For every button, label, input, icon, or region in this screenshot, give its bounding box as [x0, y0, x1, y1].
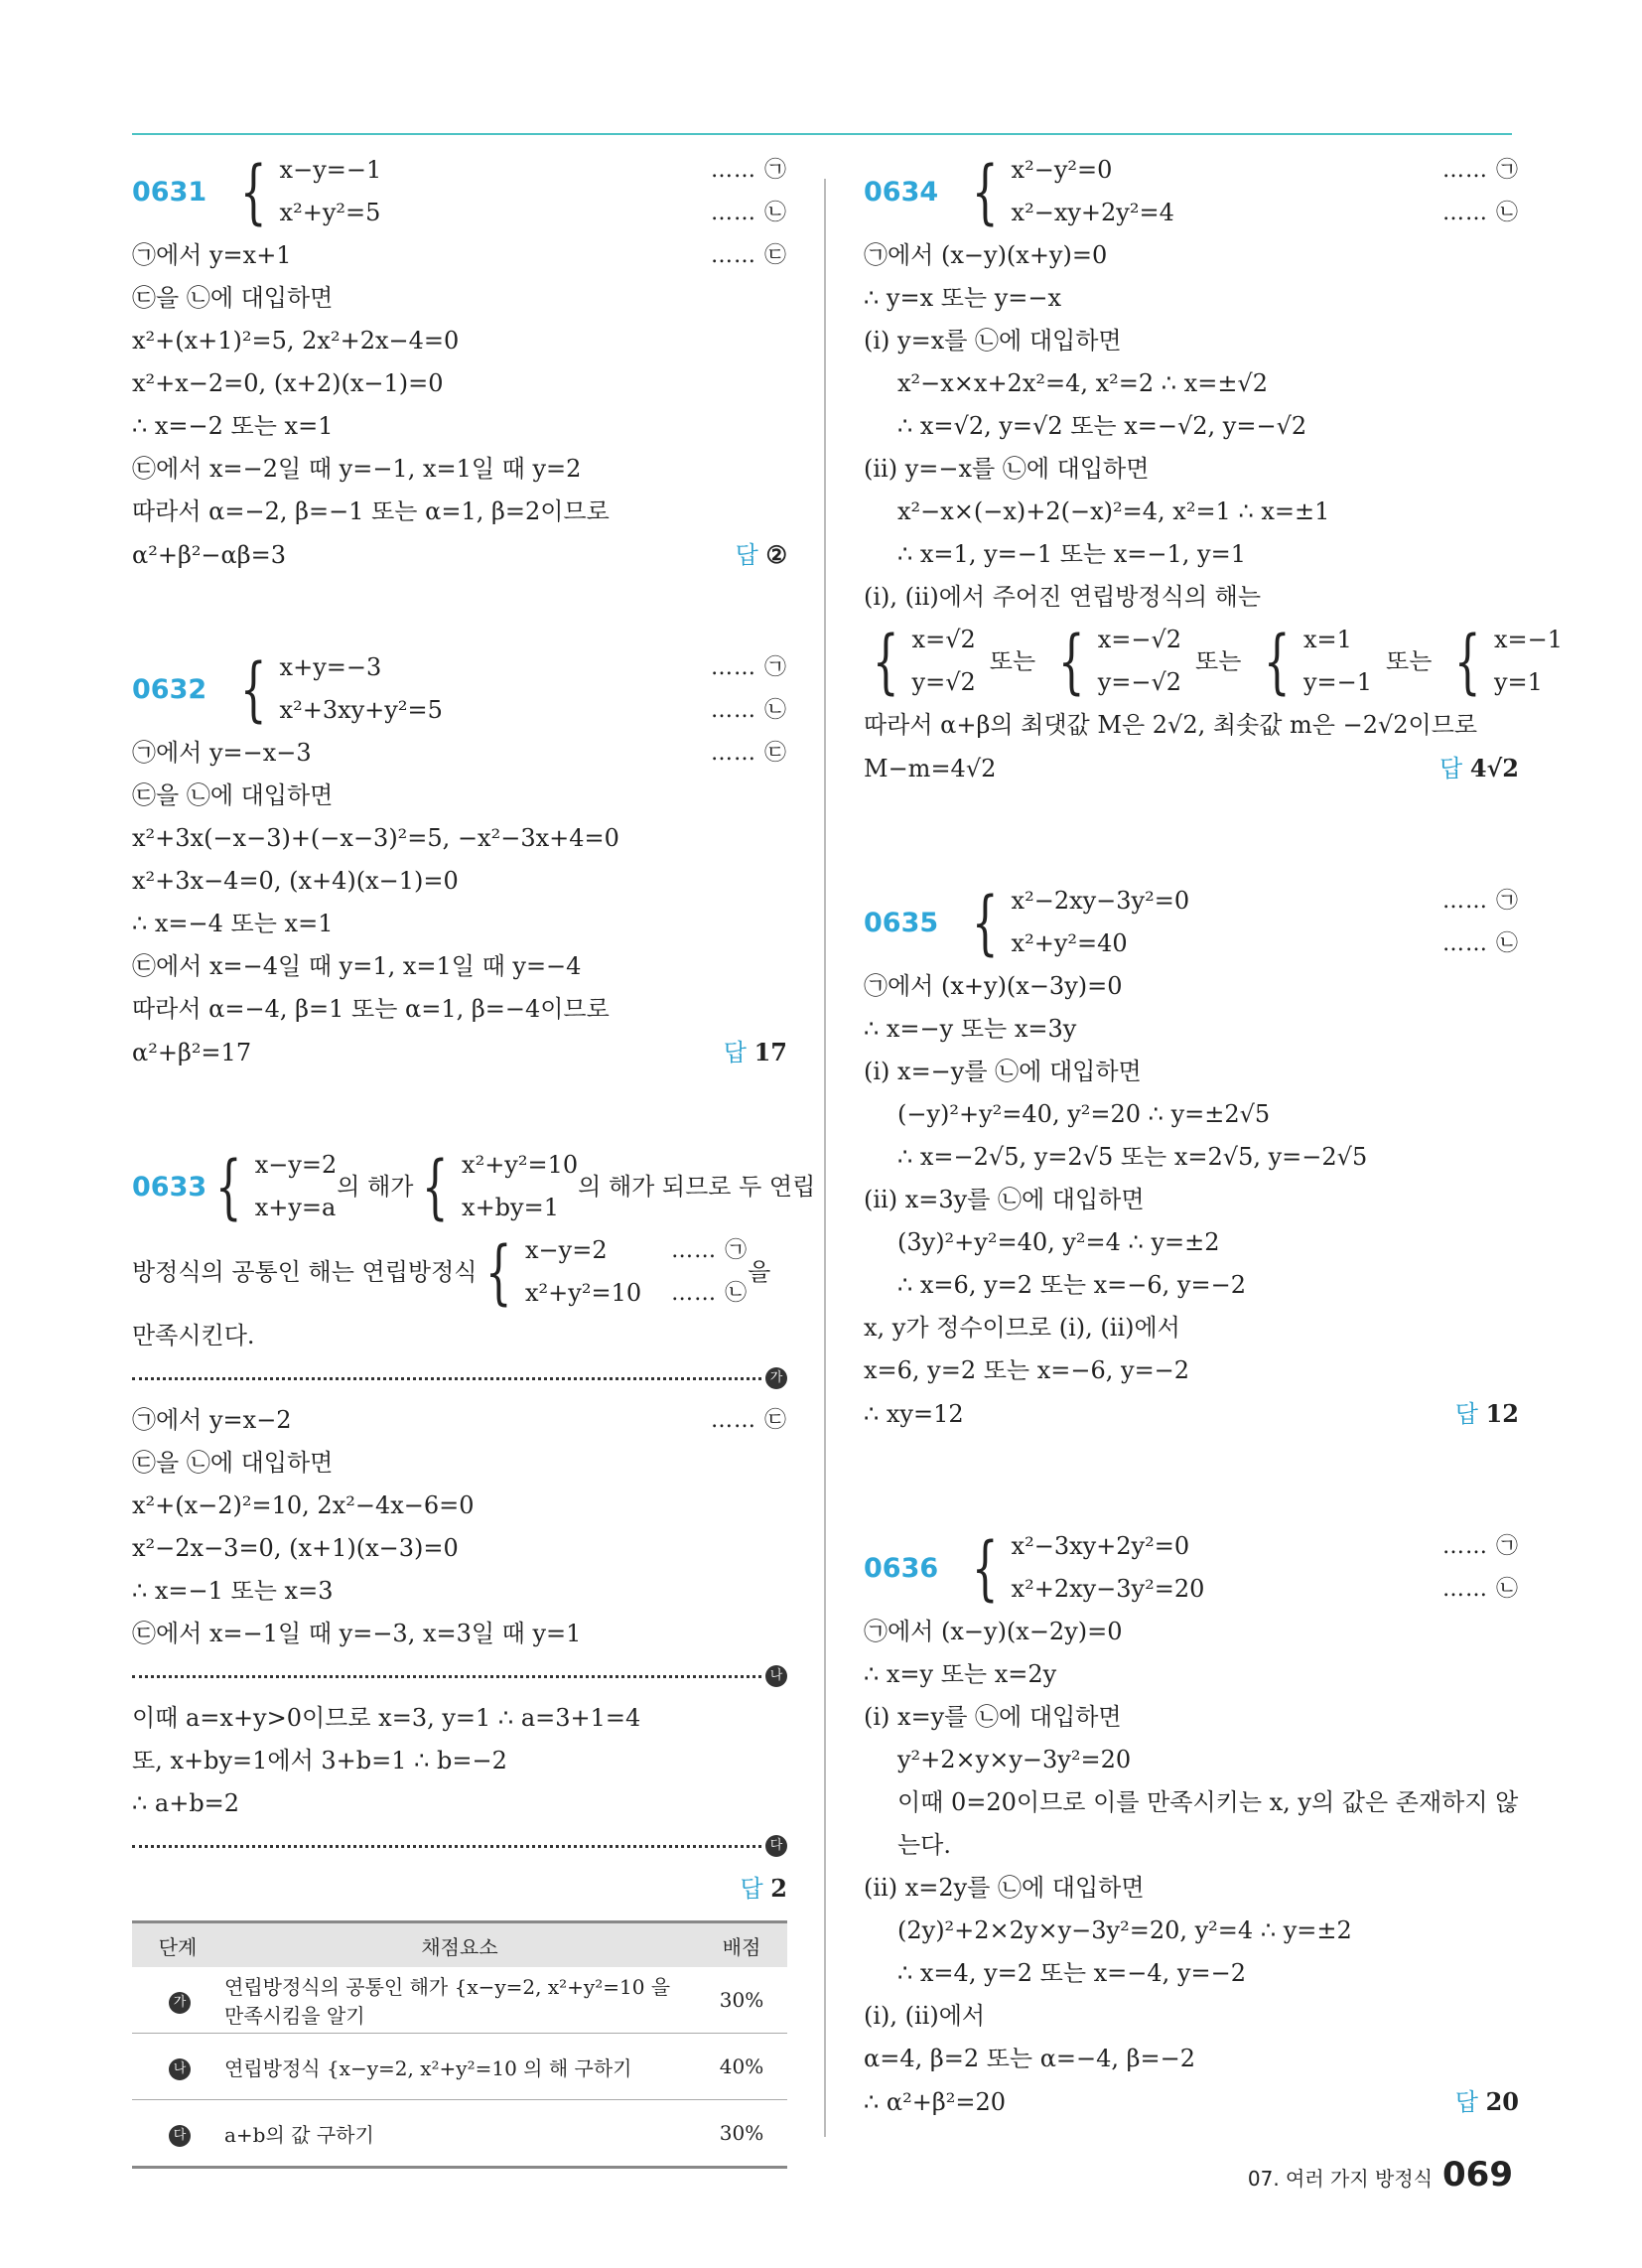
step-separator [132, 1835, 787, 1857]
problem-number: 0635 [864, 907, 939, 938]
equation: x²+y²=40 [1011, 929, 1128, 957]
solution-line: ㉢을 ㉡에 대입하면 [132, 284, 334, 312]
answer-value: 12 [1485, 1399, 1519, 1428]
text: 의 해가 [337, 1172, 414, 1201]
equation: x²+y²=5 [279, 199, 381, 226]
equation: x²+y²=10 [525, 1279, 642, 1307]
solution-line: x²−x×x+2x²=4, x²=2 ∴ x=±√2 [897, 369, 1268, 397]
solution-line: y²+2×y×y−3y²=20 [897, 1746, 1132, 1773]
problem-0632 [132, 646, 787, 1074]
answer [132, 1867, 787, 1911]
solution-line: α²+β²−αβ=3 [132, 540, 287, 569]
solution-line: 따라서 α+β의 최댓값 M은 2√2, 최솟값 m은 −2√2이므로 [864, 711, 1478, 739]
solution-line: ㉢에서 x=−1일 때 y=−3, x=3일 때 y=1 [132, 1620, 582, 1647]
brace: { [971, 1527, 999, 1609]
equation-marker: …… ㉢ [711, 243, 787, 268]
step-badge: 다 [169, 2125, 191, 2147]
equation: y=−1 [1302, 668, 1373, 696]
solution-line: ∴ x=y 또는 x=2y [864, 1660, 1057, 1688]
equation: x=−√2 [1097, 626, 1182, 653]
equation-marker: …… ㉢ [711, 741, 787, 766]
step-separator [132, 1367, 787, 1389]
equation-marker: …… ㉡ [1442, 1577, 1519, 1602]
problem-0631 [132, 149, 787, 577]
answer-value: 2 [770, 1874, 787, 1903]
equation-marker: …… ㉠ [1442, 158, 1519, 183]
brace: { [1058, 621, 1085, 702]
solution-line: ∴ x=√2, y=√2 또는 x=−√2, y=−√2 [897, 412, 1307, 440]
equation-marker: …… ㉡ [1442, 931, 1519, 956]
solution-line: ∴ x=−1 또는 x=3 [132, 1577, 334, 1605]
solution-line: x, y가 정수이므로 (ⅰ), (ⅱ)에서 [864, 1314, 1180, 1342]
solution-line: x²+(x−2)²=10, 2x²−4x−6=0 [132, 1491, 475, 1519]
table-cell: a+b의 값 구하기 [223, 2100, 696, 2168]
answer [1455, 1392, 1519, 1436]
solution-line: ∴ xy=12 [864, 1399, 964, 1428]
solution-line: ㉠에서 y=−x−3 [132, 739, 312, 767]
solution-line: x²+3x−4=0, (x+4)(x−1)=0 [132, 867, 459, 895]
problem-0635 [864, 880, 1519, 1436]
chapter-title: 07. 여러 가지 방정식 [1247, 2167, 1434, 2191]
text: 또는 [1195, 646, 1242, 675]
answer [1455, 2080, 1519, 2124]
equation-marker: …… ㉠ [711, 158, 787, 183]
solution-line: ㉠에서 y=x−2 [132, 1406, 292, 1434]
solution-line: 따라서 α=−2, β=−1 또는 α=1, β=2이므로 [132, 497, 610, 525]
table-cell: 30% [696, 1967, 787, 2034]
answer-label: 답 [723, 1039, 747, 1066]
equation-marker: …… ㉠ [671, 1238, 749, 1263]
answer-label: 답 [740, 1875, 763, 1903]
solution-line: ∴ x=−2√5, y=2√5 또는 x=2√5, y=−2√5 [897, 1143, 1368, 1171]
solution-line: 는다. [897, 1831, 951, 1859]
brace: { [971, 151, 999, 232]
solution-set [864, 619, 1563, 704]
solution-line: x²−2x−3=0, (x+1)(x−3)=0 [132, 1534, 459, 1562]
solution-line: ∴ x=1, y=−1 또는 x=−1, y=1 [897, 540, 1246, 568]
solution-line: ㉠에서 (x−y)(x−2y)=0 [864, 1618, 1123, 1645]
equation-marker: …… ㉡ [711, 201, 787, 225]
equation: x²−2xy−3y²=0 [1011, 887, 1190, 915]
brace: { [485, 1231, 513, 1313]
equation-marker: …… ㉡ [671, 1281, 749, 1306]
solution-line: x²−x×(−x)+2(−x)²=4, x²=1 ∴ x=±1 [897, 497, 1330, 525]
solution-line: ㉢에서 x=−2일 때 y=−1, x=1일 때 y=2 [132, 455, 582, 483]
table-row [132, 1967, 787, 2034]
problem-0634 [864, 149, 1563, 790]
solution-line: ∴ y=x 또는 y=−x [864, 284, 1062, 312]
answer-label: 답 [1454, 1400, 1478, 1428]
table-header: 단계 [132, 1922, 223, 1968]
text: 의 해가 되므로 두 연립 [578, 1172, 816, 1201]
answer [736, 533, 787, 577]
table-cell: 40% [696, 2034, 787, 2100]
equation: x=−1 [1493, 626, 1563, 653]
problem-0633 [132, 1144, 816, 2169]
equation: x−y=2 [254, 1151, 338, 1179]
solution-line: α²+β²=17 [132, 1038, 252, 1066]
solution-line: ㉢에서 x=−4일 때 y=1, x=1일 때 y=−4 [132, 952, 582, 980]
equation: x=√2 [911, 626, 976, 653]
equation-marker: …… ㉡ [711, 698, 787, 723]
brace: { [971, 882, 999, 963]
scoring-table [132, 1920, 787, 2169]
table-row [132, 2034, 787, 2100]
answer-label: 답 [1454, 2088, 1478, 2116]
right-column [864, 149, 1563, 2124]
solution-line: (2y)²+2×2y×y−3y²=20, y²=4 ∴ y=±2 [897, 1916, 1352, 1944]
answer-value: 17 [753, 1038, 787, 1066]
solution-line: ㉠에서 y=x+1 [132, 241, 292, 269]
solution-line: (−y)²+y²=40, y²=20 ∴ y=±2√5 [897, 1100, 1271, 1128]
answer [1439, 747, 1519, 790]
solution-line: α=4, β=2 또는 α=−4, β=−2 [864, 2045, 1196, 2072]
equation: x−y=2 [525, 1236, 608, 1264]
equation: x²+2xy−3y²=20 [1011, 1575, 1205, 1603]
solution-line: (ⅰ) y=x를 ㉡에 대입하면 [864, 327, 1122, 354]
problem-0636 [864, 1525, 1519, 2124]
page-number: 069 [1442, 2155, 1513, 2195]
solution-line: ∴ x=−4 또는 x=1 [132, 910, 334, 937]
equation-marker: …… ㉢ [711, 1408, 787, 1433]
text: 또는 [1386, 646, 1433, 675]
solution-line: ∴ a+b=2 [132, 1789, 240, 1817]
solution-line: x²+3x(−x−3)+(−x−3)²=5, −x²−3x+4=0 [132, 824, 619, 852]
solution-line: ㉢을 ㉡에 대입하면 [132, 1449, 334, 1477]
table-cell: 연립방정식 {x−y=2, x²+y²=10 의 해 구하기 [223, 2034, 696, 2100]
equation: x²−3xy+2y²=0 [1011, 1532, 1190, 1560]
step-badge: 나 [765, 1665, 787, 1687]
solution-line: 이때 a=x+y>0이므로 x=3, y=1 ∴ a=3+1=4 [132, 1704, 641, 1732]
answer-label: 답 [1439, 755, 1463, 782]
brace: { [239, 151, 267, 232]
equation-marker: …… ㉠ [711, 655, 787, 680]
solution-line: 만족시킨다. [132, 1322, 255, 1349]
brace: { [872, 621, 899, 702]
equation: x²+3xy+y²=5 [279, 696, 443, 724]
equation: y=√2 [911, 668, 976, 696]
solution-line: ∴ α²+β²=20 [864, 2087, 1006, 2116]
step-separator [132, 1665, 787, 1687]
table-header: 배점 [696, 1922, 787, 1968]
answer-value: ② [765, 540, 787, 569]
left-column [132, 149, 816, 2169]
equation-marker: …… ㉠ [1442, 1534, 1519, 1559]
solution-line: (ⅰ), (ⅱ)에서 주어진 연립방정식의 해는 [864, 583, 1262, 611]
text: 방정식의 공통인 해는 연립방정식 [132, 1257, 478, 1286]
solution-line: (ⅰ), (ⅱ)에서 [864, 2002, 986, 2030]
table-cell: 연립방정식의 공통인 해가 {x−y=2, x²+y²=10 을 만족시킴을 알기 [223, 1967, 696, 2034]
page-footer [1248, 2155, 1513, 2195]
text: 을 [748, 1257, 771, 1286]
problem-number: 0631 [132, 176, 207, 208]
solution-line: x²+(x+1)²=5, 2x²+2x−4=0 [132, 327, 460, 354]
brace: { [215, 1146, 242, 1227]
problem-number: 0632 [132, 673, 207, 705]
equation: y=−√2 [1097, 668, 1182, 696]
brace: { [1454, 621, 1482, 702]
solution-line: (ⅱ) x=3y를 ㉡에 대입하면 [864, 1186, 1145, 1213]
solution-line: ㉠에서 (x−y)(x+y)=0 [864, 241, 1108, 269]
brace: { [422, 1146, 450, 1227]
equation: y=1 [1493, 668, 1543, 696]
equation-marker: …… ㉡ [1442, 201, 1519, 225]
brace: { [1264, 621, 1292, 702]
solution-line: 또, x+by=1에서 3+b=1 ∴ b=−2 [132, 1747, 507, 1774]
solution-line: x=6, y=2 또는 x=−6, y=−2 [864, 1356, 1190, 1384]
top-rule [132, 133, 1512, 135]
solution-line: ∴ x=6, y=2 또는 x=−6, y=−2 [897, 1271, 1246, 1299]
step-badge: 다 [765, 1835, 787, 1857]
equation: x²−xy+2y²=4 [1011, 199, 1174, 226]
text: 또는 [989, 646, 1036, 675]
step-badge: 나 [169, 2058, 191, 2080]
solution-line: 이때 0=20이므로 이를 만족시키는 x, y의 값은 존재하지 않 [897, 1788, 1519, 1816]
solution-line: (ⅰ) x=−y를 ㉡에 대입하면 [864, 1058, 1142, 1085]
equation: x+y=−3 [279, 653, 382, 681]
solution-line: ㉢을 ㉡에 대입하면 [132, 781, 334, 809]
equation-marker: …… ㉠ [1442, 889, 1519, 914]
answer-value: 4√2 [1469, 754, 1519, 782]
solution-line: (ⅱ) x=2y를 ㉡에 대입하면 [864, 1874, 1145, 1902]
equation: x−y=−1 [279, 156, 382, 184]
equation: x²+y²=10 [462, 1151, 579, 1179]
solution-line: ㉠에서 (x+y)(x−3y)=0 [864, 972, 1123, 1000]
equation: x²−y²=0 [1011, 156, 1113, 184]
table-row [132, 2100, 787, 2168]
brace: { [239, 648, 267, 730]
answer [724, 1031, 787, 1074]
solution-line: ∴ x=−2 또는 x=1 [132, 412, 334, 440]
table-header: 채점요소 [223, 1922, 696, 1968]
solution-line: x²+x−2=0, (x+2)(x−1)=0 [132, 369, 444, 397]
solution-line: (ⅰ) x=y를 ㉡에 대입하면 [864, 1703, 1122, 1731]
equation: x+by=1 [462, 1194, 559, 1221]
step-badge: 가 [765, 1367, 787, 1389]
equation: x+y=a [254, 1194, 337, 1221]
answer-label: 답 [735, 541, 758, 569]
solution-line: 따라서 α=−4, β=1 또는 α=1, β=−4이므로 [132, 995, 610, 1023]
problem-number: 0633 [132, 1171, 207, 1203]
problem-number: 0634 [864, 176, 939, 208]
column-divider [824, 179, 826, 2137]
step-badge: 가 [169, 1992, 191, 2014]
solution-line: ∴ x=−y 또는 x=3y [864, 1015, 1077, 1043]
problem-number: 0636 [864, 1552, 939, 1584]
solution-line: (ⅱ) y=−x를 ㉡에 대입하면 [864, 455, 1150, 483]
table-cell: 30% [696, 2100, 787, 2168]
answer-value: 20 [1485, 2087, 1519, 2116]
solution-line: (3y)²+y²=40, y²=4 ∴ y=±2 [897, 1228, 1220, 1256]
solution-line: M−m=4√2 [864, 754, 997, 782]
equation: x=1 [1302, 626, 1352, 653]
solution-line: ∴ x=4, y=2 또는 x=−4, y=−2 [897, 1959, 1246, 1987]
